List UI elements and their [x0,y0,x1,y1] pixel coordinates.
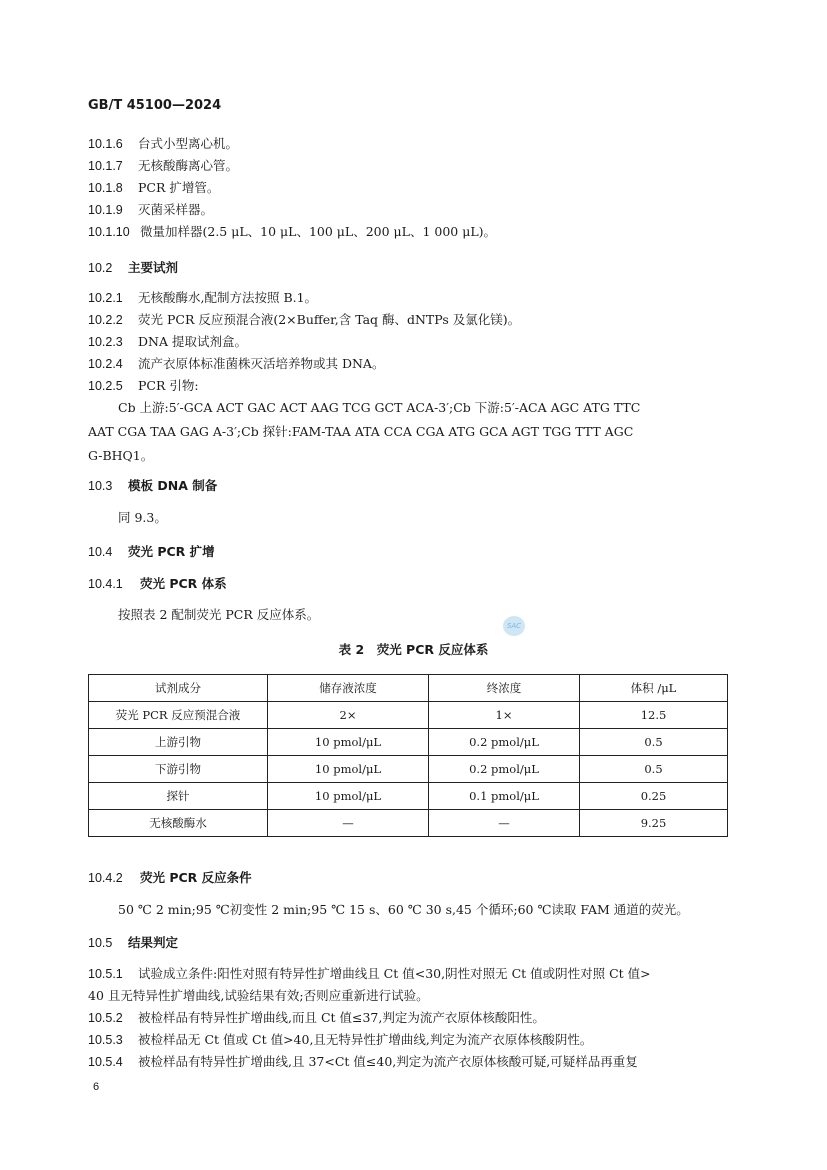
table-cell: 探针 [89,783,268,810]
item-number: 10.2.5 [88,379,123,393]
item-number: 10.1.8 [88,181,123,195]
list-item [88,1029,592,1051]
section-number: 10.2 [88,261,113,275]
item-text: PCR 扩增管。 [138,180,220,195]
table-cell: 荧光 PCR 反应预混合液 [89,702,268,729]
list-item [88,309,520,331]
primer-line: G-BHQ1。 [88,448,154,463]
list-item [88,331,247,353]
list-item [88,375,199,397]
item-number: 10.2.3 [88,335,123,349]
item-number: 10.1.7 [88,159,123,173]
section-title: 结果判定 [128,935,179,950]
item-text: 微量加样器(2.5 μL、10 μL、100 μL、200 μL、1 000 μL)。 [140,224,497,239]
table-cell: 上游引物 [89,729,268,756]
section-heading [88,574,227,592]
reaction-table [88,674,728,837]
list-item [88,133,238,155]
table-cell: 10 pmol/μL [268,783,429,810]
table-cell: 下游引物 [89,756,268,783]
item-text: 无核酸酶离心管。 [138,158,239,173]
primer-line: Cb 上游:5′-GCA ACT GAC ACT AAG TCG GCT ACA-3′;Cb 下游:5′-ACA AGC ATG TTC [118,400,641,415]
section-number: 10.5 [88,936,113,950]
table-cell: 0.1 pmol/μL [429,783,580,810]
table-cell: 0.2 pmol/μL [429,729,580,756]
column-header: 体积 /μL [580,675,728,702]
table-row [89,756,728,783]
list-item-continuation: 40 且无特异性扩增曲线,试验结果有效;否则应重新进行试验。 [88,988,429,1003]
section-heading [88,933,178,951]
table-cell: 无核酸酶水 [89,810,268,837]
table-cell: 0.5 [580,729,728,756]
standard-number: GB/T 45100—2024 [88,98,222,113]
section-heading [88,476,217,494]
primer-line: AAT CGA TAA GAG A-3′;Cb 探针:FAM-TAA ATA CCA CGA ATG GCA AGT TGG TTT AGC [88,424,634,439]
item-number: 10.5.3 [88,1033,123,1047]
paragraph: 同 9.3。 [118,510,167,525]
column-header: 储存液浓度 [268,675,429,702]
table-header-row [89,675,728,702]
list-item [88,221,496,243]
list-item [88,177,219,199]
item-text: 被检样品无 Ct 值或 Ct 值>40,且无特异性扩增曲线,判定为流产衣原体核酸阴性。 [138,1032,593,1047]
table-caption: 表 2 荧光 PCR 反应体系 [338,642,489,657]
table-cell: — [268,810,429,837]
section-title: 荧光 PCR 反应条件 [140,870,252,885]
section-heading [88,868,252,886]
table-cell: 12.5 [580,702,728,729]
section-number: 10.4.1 [88,577,123,591]
table-cell: 0.25 [580,783,728,810]
page-number: 6 [93,1081,100,1093]
item-number: 10.5.1 [88,967,123,981]
table-cell: 0.2 pmol/μL [429,756,580,783]
table-cell: 9.25 [580,810,728,837]
table-cell: — [429,810,580,837]
item-text: 流产衣原体标准菌株灭活培养物或其 DNA。 [138,356,385,371]
section-number: 10.4 [88,545,113,559]
list-item [88,1007,545,1029]
section-heading [88,258,178,276]
list-item [88,287,317,309]
item-number: 10.1.6 [88,137,123,151]
table-cell: 0.5 [580,756,728,783]
list-item [88,1051,638,1073]
table-row [89,810,728,837]
section-title: 荧光 PCR 扩增 [128,544,215,559]
list-item [88,199,213,221]
item-text: 荧光 PCR 反应预混合液(2×Buffer,含 Taq 酶、dNTPs 及氯化镁)。 [138,312,521,327]
section-number: 10.3 [88,479,113,493]
item-text: 灭菌采样器。 [138,202,214,217]
column-header: 终浓度 [429,675,580,702]
item-text: 被检样品有特异性扩增曲线,而且 Ct 值≤37,判定为流产衣原体核酸阳性。 [138,1010,545,1025]
paragraph: 50 ℃ 2 min;95 ℃初变性 2 min;95 ℃ 15 s、60 ℃ 30 s,45 个循环;60 ℃读取 FAM 通道的荧光。 [118,902,689,917]
item-text: DNA 提取试剂盒。 [138,334,247,349]
section-title: 主要试剂 [128,260,179,275]
item-number: 10.2.4 [88,357,123,371]
table-cell: 10 pmol/μL [268,756,429,783]
item-text: 无核酸酶水,配制方法按照 B.1。 [138,290,318,305]
item-number: 10.5.2 [88,1011,123,1025]
section-heading [88,542,215,560]
section-title: 模板 DNA 制备 [128,478,218,493]
table-cell: 10 pmol/μL [268,729,429,756]
item-text: PCR 引物: [138,378,199,393]
item-number: 10.2.1 [88,291,123,305]
section-title: 荧光 PCR 体系 [140,576,227,591]
item-number: 10.1.9 [88,203,123,217]
list-item [88,155,238,177]
table-cell: 1× [429,702,580,729]
column-header: 试剂成分 [89,675,268,702]
item-text: 被检样品有特异性扩增曲线,且 37<Ct 值≤40,判定为流产衣原体核酸可疑,可疑样品再重复 [138,1054,638,1069]
table-cell: 2× [268,702,429,729]
list-item [88,353,384,375]
item-number: 10.1.10 [88,225,130,239]
paragraph: 按照表 2 配制荧光 PCR 反应体系。 [118,607,320,622]
item-number: 10.5.4 [88,1055,123,1069]
sac-watermark-logo: SAC [503,616,525,636]
section-number: 10.4.2 [88,871,123,885]
item-text: 台式小型离心机。 [138,136,239,151]
item-number: 10.2.2 [88,313,123,327]
table-row [89,702,728,729]
list-item [88,963,651,985]
table-row [89,783,728,810]
table-row [89,729,728,756]
item-text: 试验成立条件:阳性对照有特异性扩增曲线且 Ct 值<30,阴性对照无 Ct 值或阴性对照 Ct 值> [138,966,651,981]
